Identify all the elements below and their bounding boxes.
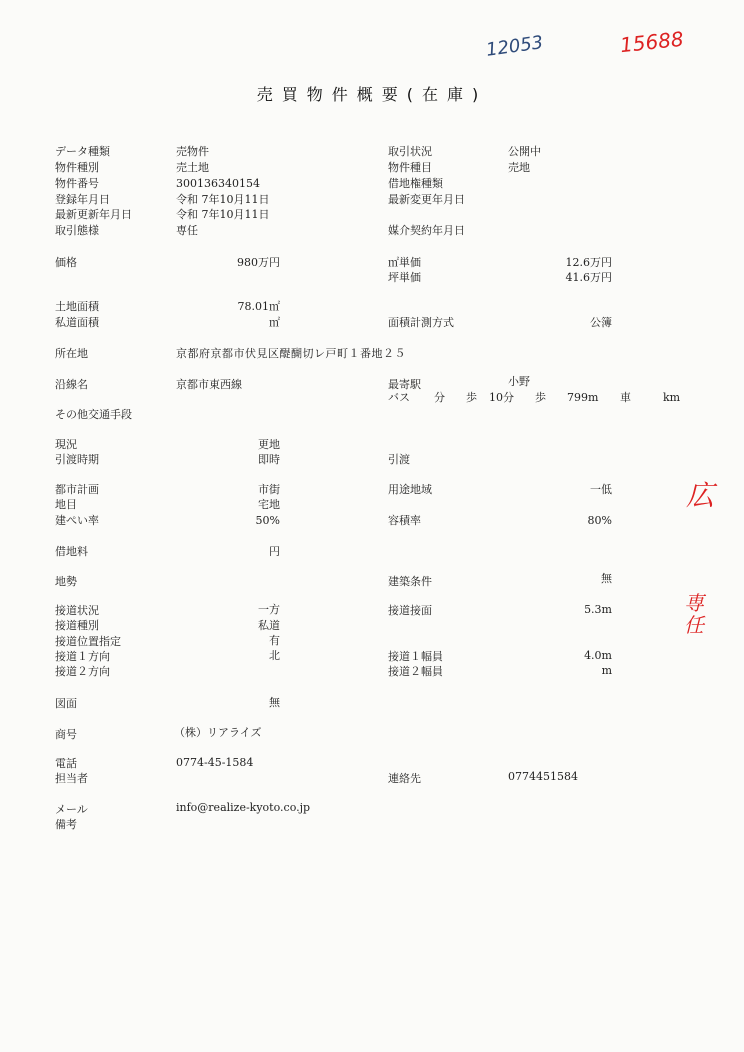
handwritten-mark-ad: 広 — [686, 479, 715, 512]
value-property-item: 売地 — [508, 161, 530, 174]
value-building-conditions: 無 — [601, 572, 612, 585]
label-walk-2: 歩 — [535, 391, 546, 404]
label-road-dir-2: 接道２方向 — [55, 665, 110, 678]
label-coverage-ratio: 建ぺい率 — [55, 514, 99, 527]
label-trade-name: 商号 — [55, 728, 77, 741]
label-handover: 引渡 — [388, 453, 410, 466]
label-transaction-mode: 取引態様 — [55, 224, 99, 237]
value-phone: 0774-45-1584 — [176, 756, 254, 769]
value-nearest-station: 小野 — [508, 375, 530, 388]
value-handover-timing: 即時 — [258, 453, 280, 466]
label-other-transport: その他交通手段 — [55, 408, 132, 421]
label-use-district: 用途地域 — [388, 483, 432, 496]
value-transaction-mode: 専任 — [176, 224, 198, 237]
value-walk-distance: 799m — [567, 391, 599, 404]
value-ground-rent: 円 — [269, 545, 280, 558]
value-area-measurement: 公簿 — [590, 316, 612, 329]
label-person-in-charge: 担当者 — [55, 772, 88, 785]
value-railway: 京都市東西線 — [176, 378, 242, 391]
label-road-frontage: 接道接面 — [388, 604, 432, 617]
page-title: 売買物件概要(在庫) — [256, 85, 488, 104]
label-city-planning: 都市計画 — [55, 483, 99, 496]
label-price: 価格 — [55, 256, 77, 269]
value-land-category: 宅地 — [258, 498, 280, 511]
handwritten-number-left: 12053 — [484, 32, 545, 61]
label-car: 車 — [620, 391, 631, 404]
value-transaction-status: 公開中 — [508, 145, 541, 158]
label-ground-rent: 借地料 — [55, 545, 88, 558]
label-property-number: 物件番号 — [55, 177, 99, 190]
label-handover-timing: 引渡時期 — [55, 453, 99, 466]
value-data-type: 売物件 — [176, 145, 209, 158]
label-road-type: 接道種別 — [55, 619, 99, 632]
value-location: 京都府京都市伏見区醍醐切レ戸町１番地２５ — [176, 347, 406, 360]
label-bus: バス — [388, 391, 410, 404]
label-property-category: 物件種別 — [55, 161, 99, 174]
value-road-position: 有 — [269, 634, 280, 647]
label-terrain: 地勢 — [55, 575, 77, 588]
label-walk: 歩 — [466, 391, 477, 404]
label-last-change-date: 最新変更年月日 — [388, 193, 465, 206]
value-road-dir-1: 北 — [269, 649, 280, 662]
label-transaction-status: 取引状況 — [388, 145, 432, 158]
label-contact: 連絡先 — [388, 772, 421, 785]
handwritten-mark-exclusive: 専任 — [684, 591, 704, 637]
label-remarks: 備考 — [55, 818, 77, 831]
label-land-category: 地目 — [55, 498, 77, 511]
label-road-dir-1: 接道１方向 — [55, 650, 110, 663]
value-property-category: 売土地 — [176, 161, 209, 174]
label-registration-date: 登録年月日 — [55, 193, 110, 206]
handwritten-number-right: 15688 — [618, 26, 685, 58]
value-current-status: 更地 — [258, 438, 280, 451]
label-unit-price-sqm: ㎡単価 — [388, 256, 421, 269]
label-land-area: 土地面積 — [55, 300, 99, 313]
value-land-area: 78.01㎡ — [237, 300, 280, 313]
value-contact: 0774451584 — [508, 770, 578, 783]
value-road-width-2: m — [601, 664, 612, 677]
value-private-road-area: ㎡ — [269, 316, 280, 329]
label-road-access: 接道状況 — [55, 604, 99, 617]
value-road-type: 私道 — [258, 619, 280, 632]
value-coverage-ratio: 50% — [255, 514, 280, 527]
value-city-planning: 市街 — [258, 483, 280, 496]
label-private-road-area: 私道面積 — [55, 316, 99, 329]
label-unit-price-tsubo: 坪単価 — [388, 271, 421, 284]
label-current-status: 現況 — [55, 438, 77, 451]
label-road-width-1: 接道１幅員 — [388, 650, 443, 663]
label-bus-minutes: 分 — [434, 391, 445, 404]
value-last-update-date: 令和 7年10月11日 — [176, 208, 270, 221]
label-last-update-date: 最新更新年月日 — [55, 208, 132, 221]
label-agency-contract-date: 媒介契約年月日 — [388, 224, 465, 237]
label-property-item: 物件種目 — [388, 161, 432, 174]
label-area-measurement: 面積計測方式 — [388, 316, 454, 329]
label-nearest-station: 最寄駅 — [388, 378, 421, 391]
label-leasehold-type: 借地権種類 — [388, 177, 443, 190]
value-property-number: 300136340154 — [176, 177, 260, 190]
value-drawing: 無 — [269, 696, 280, 709]
value-car-unit: km — [663, 391, 681, 404]
label-data-type: データ種類 — [55, 145, 110, 158]
label-floor-area-ratio: 容積率 — [388, 514, 421, 527]
value-road-frontage: 5.3m — [584, 603, 612, 616]
value-email: info@realize-kyoto.co.jp — [176, 801, 311, 814]
label-railway: 沿線名 — [55, 378, 88, 391]
value-road-width-1: 4.0m — [584, 649, 612, 662]
value-walk-minutes: 10分 — [489, 391, 514, 404]
value-price: 980万円 — [237, 256, 280, 269]
label-email: メール — [55, 803, 88, 816]
value-road-access: 一方 — [258, 603, 280, 616]
value-unit-price-sqm: 12.6万円 — [565, 256, 612, 269]
value-registration-date: 令和 7年10月11日 — [176, 193, 270, 206]
label-drawing: 図面 — [55, 697, 77, 710]
label-road-width-2: 接道２幅員 — [388, 665, 443, 678]
label-road-position: 接道位置指定 — [55, 635, 121, 648]
label-phone: 電話 — [55, 757, 77, 770]
value-use-district: 一低 — [590, 483, 612, 496]
value-trade-name: （株）リアライズ — [174, 726, 262, 739]
value-floor-area-ratio: 80% — [587, 514, 612, 527]
label-location: 所在地 — [55, 347, 88, 360]
label-building-conditions: 建築条件 — [388, 575, 432, 588]
value-unit-price-tsubo: 41.6万円 — [565, 271, 612, 284]
